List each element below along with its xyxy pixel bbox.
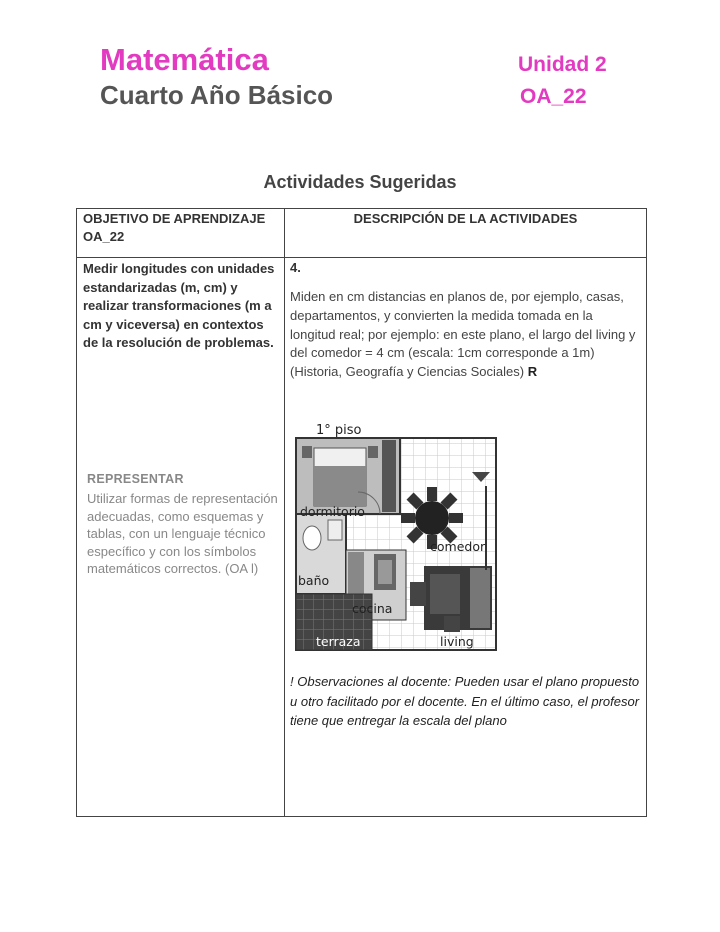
col2-header: DESCRIPCIÓN DE LA ACTIVIDADES [285,209,647,258]
unit-label: Unidad 2 [518,53,607,76]
activity-number: 4. [290,260,301,275]
section-title: Actividades Sugeridas [263,172,457,192]
represent-heading: REPRESENTAR [87,472,184,486]
room-label-bathroom: baño [298,573,330,588]
floor-plan [294,420,504,655]
room-label-dining: comedor [430,539,486,554]
col1-header: OBJETIVO DE APRENDIZAJE OA_22 [77,209,285,258]
room-label-living: living [440,634,474,649]
room-label-bedroom: dormitorio [300,504,365,519]
subject-title: Matemática [100,42,269,77]
objective-code: OA_22 [520,85,587,108]
teacher-note: ! Observaciones al docente: Pueden usar el plano propuesto u otro facilitado por el docente. En el último caso, el profesor tiene que entregar la escala del plano [290,674,640,728]
table-header-row [77,209,647,258]
room-label-kitchen: cocina [352,601,393,616]
activity-description: Miden en cm distancias en planos de, por ejemplo, casas, departamentos, y convierten la medida tomada en la longitud real; por ejemplo: en este plano, el largo del living y del comedor = 4 cm (escala: 1cm corresponde a 1m) (Historia, Geografía y Ciencias Sociales) R [290,289,636,380]
floor-plan-title: 1° piso [316,423,362,438]
activity-tag: R [527,364,538,380]
represent-text: Utilizar formas de representación adecuadas, como esquemas y tablas, con un lenguaje técnico específico y con los símbolos matemáticos correctos. (OA l) [87,491,278,576]
room-label-terrace: terraza [316,634,361,649]
objective-text: Medir longitudes con unidades estandarizadas (m, cm) y realizar transformaciones (m a cm y viceversa) en contextos de la resolución de problemas. [83,261,275,350]
grade-title: Cuarto Año Básico [100,80,334,110]
